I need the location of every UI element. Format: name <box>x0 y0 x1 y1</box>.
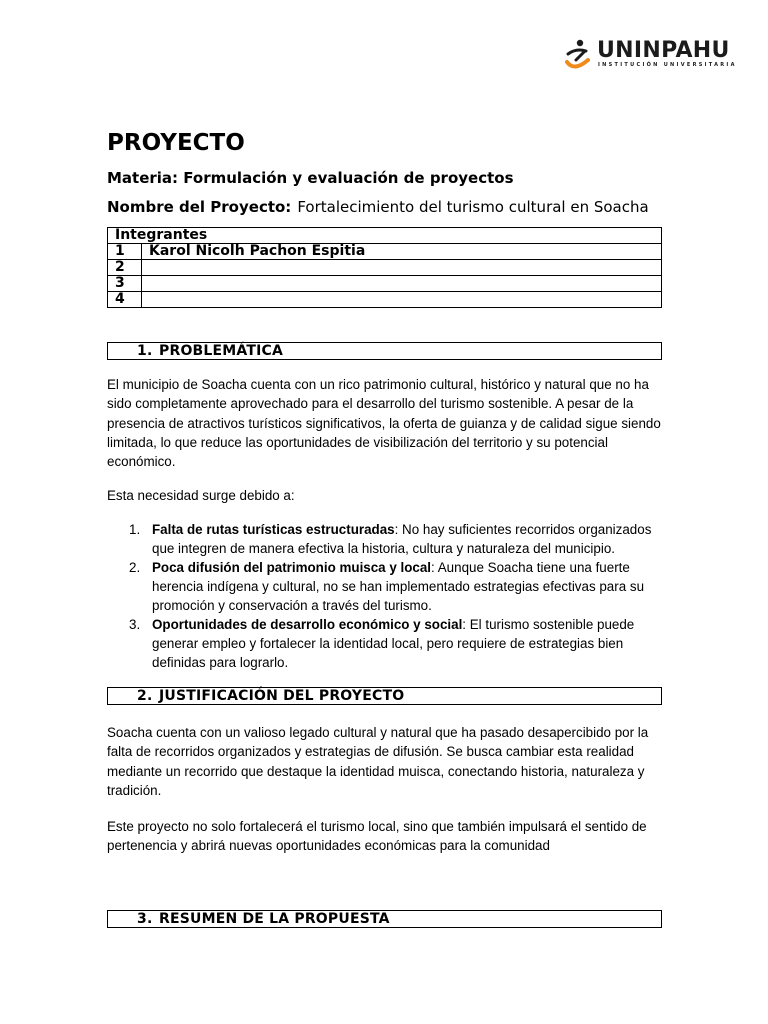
section-title: JUSTIFICACIÓN DEL PROYECTO <box>159 688 405 704</box>
list-item-text: : El turismo sostenible puede generar empleo y fortalecer la identidad local, pero requiere de estrategias bien definidas para lograrlo. <box>152 617 635 670</box>
member-name: Karol Nicolh Pachon Espitia <box>142 244 662 260</box>
page-title: PROYECTO <box>107 130 245 156</box>
problematica-lead <box>107 486 663 505</box>
materia-line: Materia: Formulación y evaluación de proyectos <box>107 169 514 187</box>
section-number: 2. <box>137 688 153 704</box>
section-header-resumen <box>107 910 662 928</box>
list-item-text: : No hay suficientes recorridos organizados que integren de manera efectiva la historia, cultura y naturaleza del municipio. <box>152 522 652 556</box>
list-item-heading: Falta de rutas turísticas estructuradas <box>152 522 395 537</box>
member-number: 3 <box>108 276 142 292</box>
members-table-header-row <box>108 228 662 244</box>
project-name-value: Fortalecimiento del turismo cultural en Soacha <box>297 198 649 216</box>
list-item-heading: Oportunidades de desarrollo económico y social <box>152 617 463 632</box>
project-name-line <box>107 197 649 217</box>
table-row <box>108 260 662 276</box>
list-item-heading: Poca difusión del patrimonio muisca y local <box>152 560 432 575</box>
paragraph: Soacha cuenta con un valioso legado cultural y natural que ha pasado desapercibido por la falta de recorridos organizados y estrategias de difusión. Se busca cambiar esta realidad mediante un recorrido que destaque la identidad muisca, conectando historia, naturaleza y tradición. <box>107 725 649 798</box>
section-header-justificacion <box>107 687 662 705</box>
section-title: RESUMEN DE LA PROPUESTA <box>159 911 390 927</box>
list-item-number: 3. <box>129 617 141 632</box>
member-name <box>142 260 662 276</box>
uninpahu-logo <box>564 38 737 72</box>
table-row <box>108 292 662 308</box>
section-number: 1. <box>137 343 153 359</box>
section-title: PROBLEMÁTICA <box>159 343 284 359</box>
paragraph: Este proyecto no solo fortalecerá el turismo local, sino que también impulsará el sentido de pertenencia y abrirá nuevas oportunidades económicas para la comunidad <box>107 819 647 854</box>
paragraph: El municipio de Soacha cuenta con un rico patrimonio cultural, histórico y natural que no ha sido completamente aprovechado para el desarrollo del turismo sostenible. A pesar de la presencia de atractivos turísticos significativos, la oferta de guianza y de calidad sigue siendo limitada, lo que reduce las oportunidades de visibilización del territorio y su potencial económico. <box>107 377 661 470</box>
justificacion-p1 <box>107 723 663 800</box>
member-number: 2 <box>108 260 142 276</box>
problematica-intro <box>107 375 663 471</box>
member-name <box>142 276 662 292</box>
section-header-problematica <box>107 342 662 360</box>
project-name-label: Nombre del Proyecto: <box>107 198 292 216</box>
section-number: 3. <box>137 911 153 927</box>
member-name <box>142 292 662 308</box>
list-item <box>107 558 663 615</box>
list-item <box>107 615 663 672</box>
needs-list <box>107 520 663 672</box>
list-item-number: 2. <box>129 560 141 575</box>
logo-tagline: INSTITUCIÓN UNIVERSITARIA <box>598 62 737 68</box>
logo-name: UNINPAHU <box>597 38 730 63</box>
runner-icon <box>564 38 596 70</box>
member-number: 4 <box>108 292 142 308</box>
table-row <box>108 276 662 292</box>
members-table-header: Integrantes <box>108 228 662 244</box>
paragraph: Esta necesidad surge debido a: <box>107 488 295 503</box>
list-item-text: : Aunque Soacha tiene una fuerte herencia indígena y cultural, no se han implementado estrategias efectivas para su promoción y conservación a través del turismo. <box>152 560 645 613</box>
list-item-number: 1. <box>129 522 141 537</box>
members-table <box>107 227 662 308</box>
justificacion-p2 <box>107 817 663 856</box>
table-row <box>108 244 662 260</box>
member-number: 1 <box>108 244 142 260</box>
list-item <box>107 520 663 558</box>
